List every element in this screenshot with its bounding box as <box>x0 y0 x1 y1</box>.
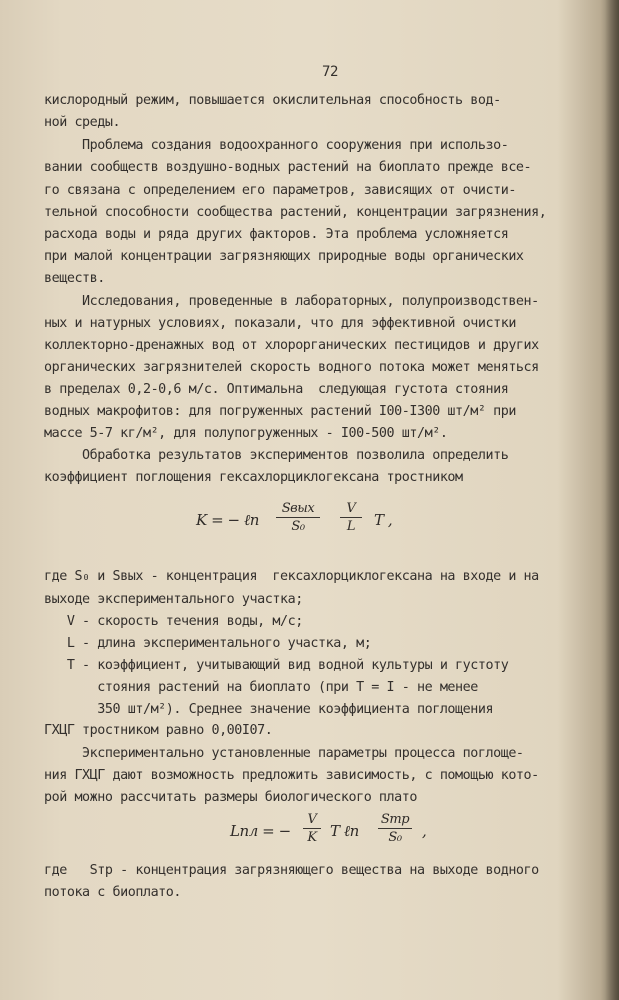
fraction-numerator: Sтр <box>380 812 410 827</box>
text-line: L - длина экспериментального участка, м; <box>44 636 372 651</box>
text-line: Проблема создания водоохранного сооружения при использо- <box>44 138 509 153</box>
formula-fraction <box>303 811 321 846</box>
text-line: массе 5-7 кг/м², для полупогруженных - I00-500 шт/м². <box>44 426 448 441</box>
formula-mid: T ℓn <box>330 822 359 840</box>
fraction-denominator: K <box>307 830 317 845</box>
text-line: при малой концентрации загрязняющих природные воды органических <box>44 249 524 264</box>
text-line: ния ГХЦГ дают возможность предложить зависимость, с помощью кото- <box>44 768 539 783</box>
formula-tail: , <box>422 822 427 840</box>
text-line: потока с биоплато. <box>44 885 182 900</box>
text-line: где Sтр - концентрация загрязняющего вещества на выходе водного <box>44 863 539 878</box>
text-line: органических загрязнителей скорость водного потока может меняться <box>44 360 539 375</box>
text-line: веществ. <box>44 271 105 286</box>
formula-fraction <box>340 500 362 535</box>
formula-fraction <box>276 500 320 535</box>
formula-tail: T , <box>374 511 393 529</box>
formula-lhs: Lпл = − <box>230 822 291 840</box>
text-line: 350 шт/м²). Среднее значение коэффициента поглощения <box>44 702 494 717</box>
text-line: где S₀ и Sвых - концентрация гексахлорциклогексана на входе и на <box>44 569 539 584</box>
fraction-denominator: S₀ <box>291 519 305 534</box>
text-line: в пределах 0,2-0,6 м/с. Оптимальна следующая густота стояния <box>44 382 509 397</box>
text-line: кислородный режим, повышается окислительная способность вод- <box>44 93 501 108</box>
fraction-denominator: L <box>346 519 356 534</box>
text-line: выходе экспериментального участка; <box>44 592 303 607</box>
text-line: коэффициент поглощения гексахлорциклогексана тростником <box>44 470 463 485</box>
text-line: стояния растений на биоплато (при T = I - не менее <box>44 680 478 695</box>
text-line: Исследования, проведенные в лабораторных, полупроизводствен- <box>44 294 539 309</box>
formula-fraction <box>378 811 412 846</box>
formula-lhs: K = − ℓn <box>196 511 259 529</box>
text-line: ной среды. <box>44 115 121 130</box>
text-line: Экспериментально установленные параметры процесса поглоще- <box>44 746 524 761</box>
text-line: V - скорость течения воды, м/с; <box>44 614 303 629</box>
text-line: рой можно рассчитать размеры биологического плато <box>44 790 417 805</box>
text-line: T - коэффициент, учитывающий вид водной культуры и густоту <box>44 658 509 673</box>
text-line: коллекторно-дренажных вод от хлорорганических пестицидов и других <box>44 338 539 353</box>
text-line: ных и натурных условиях, показали, что для эффективной очистки <box>44 316 516 331</box>
page-edge-shadow <box>605 0 619 1000</box>
fraction-denominator: S₀ <box>388 830 402 845</box>
page-number: 72 <box>322 64 338 80</box>
text-line: тельной способности сообщества растений, концентрации загрязнения, <box>44 205 547 220</box>
text-line: ГХЦГ тростником равно 0,00I07. <box>44 723 273 738</box>
fraction-numerator: V <box>346 501 356 516</box>
text-line: водных макрофитов: для погруженных растений I00-I300 шт/м² при <box>44 404 516 419</box>
fraction-numerator: Sвых <box>281 501 315 516</box>
fraction-numerator: V <box>307 812 317 827</box>
text-line: Обработка результатов экспериментов позволила определить <box>44 448 509 463</box>
text-line: вании сообществ воздушно-водных растений на биоплато прежде все- <box>44 160 532 175</box>
text-line: расхода воды и ряда других факторов. Эта проблема усложняется <box>44 227 509 242</box>
text-line: го связана с определением его параметров, зависящих от очисти- <box>44 183 516 198</box>
